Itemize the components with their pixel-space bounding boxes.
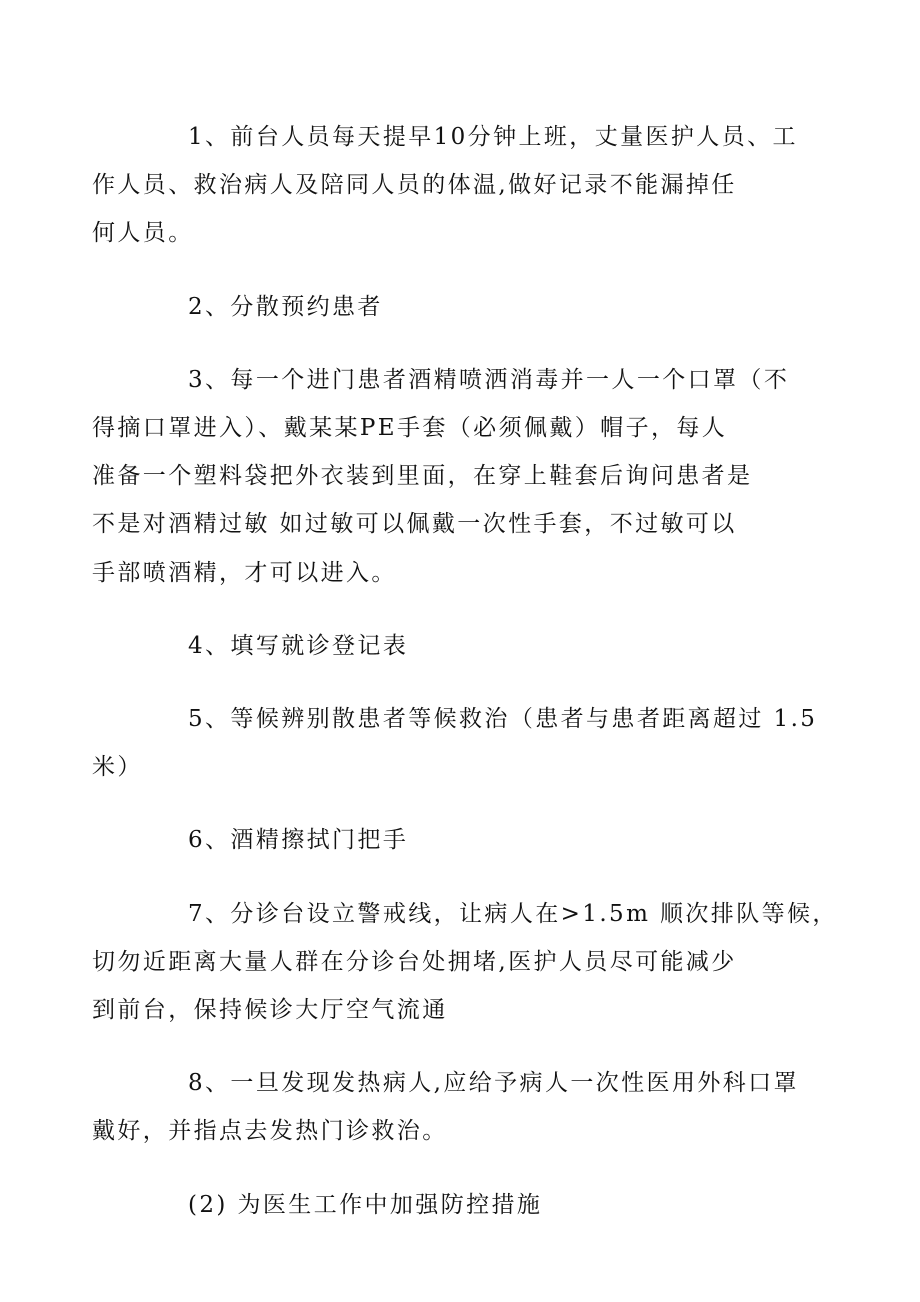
text-line: 作人员、救治病人及陪同人员的体温,做好记录不能漏掉任 — [92, 172, 737, 199]
text-line: 7、分诊台设立警戒线，让病人在>1.5m 顺次排队等候， — [188, 900, 838, 927]
text-line: 何人员。 — [92, 220, 194, 247]
text-line: 准备一个塑料袋把外衣装到里面，在穿上鞋套后询问患者是 — [92, 463, 753, 490]
text-line: 得摘口罩进入）、戴某某PE手套（必须佩戴）帽子，每人 — [92, 415, 728, 442]
text-line: 不是对酒精过敏 如过敏可以佩戴一次性手套，不过敏可以 — [92, 511, 737, 538]
paragraph-3 — [92, 356, 790, 597]
paragraph-1 — [92, 113, 798, 258]
text-line: 手部喷酒精，才可以进入。 — [92, 559, 397, 586]
text-line: 戴好，并指点去发热门诊救治。 — [92, 1118, 448, 1145]
text-line: 5、等候辨别散患者等候救治（患者与患者距离超过 1.5 — [188, 706, 818, 733]
text-line: 切勿近距离大量人群在分诊台处拥堵,医护人员尽可能减少 — [92, 948, 737, 975]
section-heading — [140, 1181, 782, 1229]
text-line: 8、一旦发现发热病人,应给予病人一次性医用外科口罩 — [188, 1070, 799, 1097]
text-line: 到前台，保持候诊大厅空气流通 — [92, 997, 448, 1024]
text-line: 3、每一个进门患者酒精喷洒消毒并一人一个口罩（不 — [188, 366, 790, 393]
paragraph-5 — [92, 695, 818, 791]
text-line: 2、分散预约患者 — [188, 293, 383, 320]
text-line: 4、填写就诊登记表 — [188, 632, 409, 659]
paragraph-6 — [140, 816, 782, 864]
document-body — [92, 113, 838, 1254]
text-line: (2) 为医生工作中加强防控措施 — [188, 1191, 543, 1218]
paragraph-2 — [140, 283, 782, 331]
paragraph-7 — [92, 890, 838, 1035]
text-line: 6、酒精擦拭门把手 — [188, 827, 409, 854]
text-line: 米） — [92, 754, 143, 781]
text-line: 1、前台人员每天提早10分钟上班，丈量医护人员、工 — [188, 124, 798, 150]
paragraph-8 — [92, 1059, 799, 1155]
paragraph-4 — [140, 622, 782, 670]
